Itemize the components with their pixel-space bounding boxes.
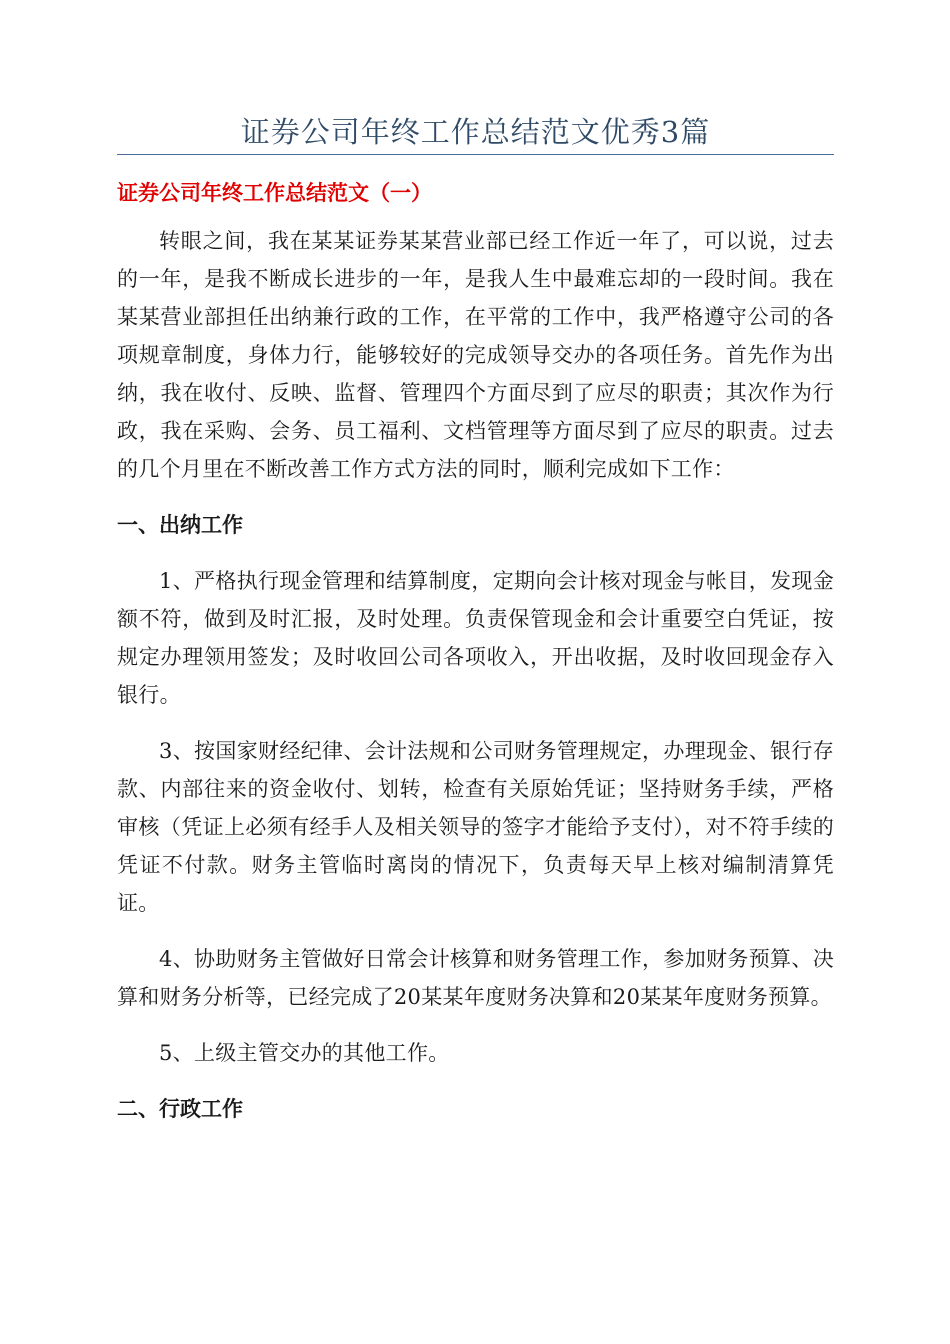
intro-paragraph: 转眼之间，我在某某证券某某营业部已经工作近一年了，可以说，过去的一年，是我不断成长进步的一年，是我人生中最难忘却的一段时间。我在某某营业部担任出纳兼行政的工作，在平常的工作中，我严格遵守公司的各项规章制度，身体力行，能够较好的完成领导交办的各项任务。首先作为出纳，我在收付、反映、监督、管理四个方面尽到了应尽的职责；其次作为行政，我在采购、会务、员工福利、文档管理等方面尽到了应尽的职责。过去的几个月里在不断改善工作方式方法的同时，顺利完成如下工作： (117, 229, 834, 481)
paragraph-item-3: 3、按国家财经纪律、会计法规和公司财务管理规定，办理现金、银行存款、内部往来的资金收付、划转，检查有关原始凭证；坚持财务手续，严格审核（凭证上必须有经手人及相关领导的签字才能给予支付），对不符手续的凭证不付款。财务主管临时离岗的情况下，负责每天早上核对编制清算凭证。 (117, 739, 834, 915)
paragraph-item-4: 4、协助财务主管做好日常会计核算和财务管理工作，参加财务预算、决算和财务分析等，已经完成了20某某年度财务决算和20某某年度财务预算。 (117, 947, 834, 1009)
paragraph-item-1: 1、严格执行现金管理和结算制度，定期向会计核对现金与帐目，发现金额不符，做到及时汇报，及时处理。负责保管现金和会计重要空白凭证，按规定办理领用签发；及时收回公司各项收入，开出收据，及时收回现金存入银行。 (117, 569, 834, 707)
paragraph-item-5: 5、上级主管交办的其他工作。 (159, 1041, 450, 1065)
heading-cashier-work: 一、出纳工作 (117, 513, 243, 537)
document-title: 证券公司年终工作总结范文优秀3篇 (240, 115, 711, 149)
document-body (117, 222, 834, 1146)
title-underline (117, 154, 834, 155)
section-title: 证券公司年终工作总结范文（一） (117, 181, 432, 205)
heading-admin-work: 二、行政工作 (117, 1097, 243, 1121)
